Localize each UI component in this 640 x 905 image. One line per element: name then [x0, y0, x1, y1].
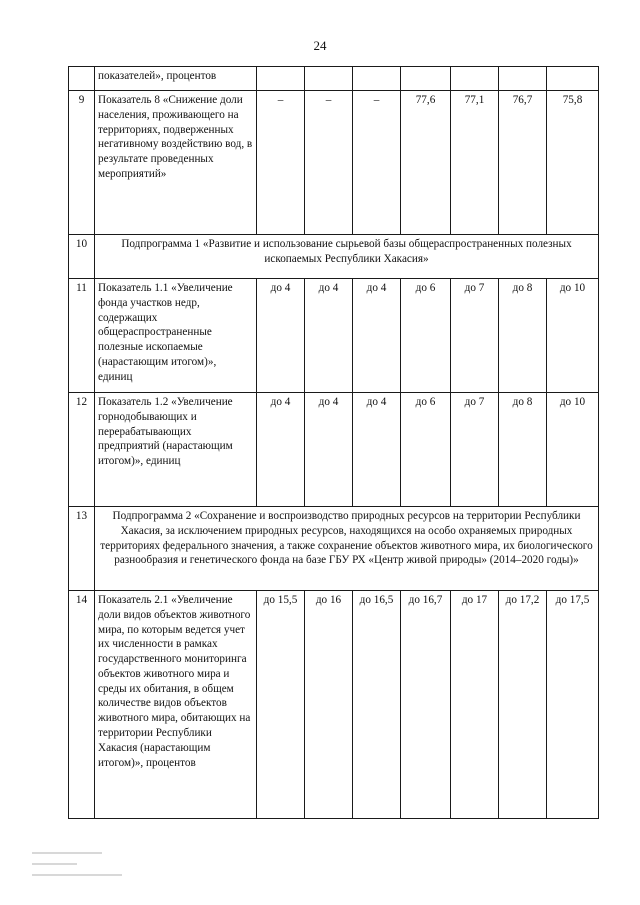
row-number	[69, 67, 95, 91]
row-number: 10	[69, 235, 95, 279]
value-cell: до 4	[257, 279, 305, 393]
value-cell	[305, 67, 353, 91]
value-cell: до 15,5	[257, 591, 305, 819]
value-cell: до 4	[353, 393, 401, 507]
value-cell: до 8	[499, 393, 547, 507]
value-cell	[547, 67, 599, 91]
row-number: 12	[69, 393, 95, 507]
row-number: 13	[69, 507, 95, 591]
subprogram-title: Подпрограмма 2 «Сохранение и воспроизводство природных ресурсов на территории Республики Хакасия, за исключением природных ресурсов, находящихся на особо охраняемых природных территориях федерального значения, а также сохранение объектов животного мира, их биологического разнообразия и генетического фонда на базе ГБУ РХ «Центр живой природы» (2014–2020 годы)»	[95, 507, 599, 591]
subprogram-title: Подпрограмма 1 «Развитие и использование сырьевой базы общераспространенных полезных ископаемых Республики Хакасия»	[95, 235, 599, 279]
value-cell: до 17,2	[499, 591, 547, 819]
indicator-text: Показатель 1.2 «Увеличение горнодобывающих и перерабатывающих предприятий (нарастающим итогом)», единиц	[95, 393, 257, 507]
page-number: 24	[313, 38, 327, 53]
value-cell: –	[305, 91, 353, 235]
value-cell: до 4	[257, 393, 305, 507]
row-number: 11	[69, 279, 95, 393]
row-number: 9	[69, 91, 95, 235]
row-number: 14	[69, 591, 95, 819]
table-row	[69, 279, 599, 393]
value-cell: –	[353, 91, 401, 235]
value-cell: до 10	[547, 279, 599, 393]
scan-artifact	[32, 852, 152, 892]
value-cell: до 17	[451, 591, 499, 819]
indicator-text: Показатель 8 «Снижение доли населения, проживающего на территориях, подверженных негативному воздействию вод, в результате проведенных мероприятий»	[95, 91, 257, 235]
value-cell: до 6	[401, 393, 451, 507]
value-cell: до 10	[547, 393, 599, 507]
value-cell: до 6	[401, 279, 451, 393]
value-cell: до 4	[305, 393, 353, 507]
value-cell	[499, 67, 547, 91]
value-cell: 76,7	[499, 91, 547, 235]
value-cell: 77,1	[451, 91, 499, 235]
table-row	[69, 91, 599, 235]
subprogram-row	[69, 507, 599, 591]
value-cell: до 4	[353, 279, 401, 393]
indicator-text: Показатель 1.1 «Увеличение фонда участков недр, содержащих общераспространенные полезные ископаемые (нарастающим итогом)», единиц	[95, 279, 257, 393]
value-cell: до 8	[499, 279, 547, 393]
indicator-text: Показатель 2.1 «Увеличение доли видов объектов животного мира, по которым ведется учет их численности в рамках государственного мониторинга объектов животного мира и среды их обитания, в общем количестве видов объектов животного мира, обитающих на территории Республики Хакасия (нарастающим итогом)», процентов	[95, 591, 257, 819]
subprogram-row	[69, 235, 599, 279]
value-cell: 77,6	[401, 91, 451, 235]
table-row	[69, 591, 599, 819]
value-cell: до 16	[305, 591, 353, 819]
value-cell	[257, 67, 305, 91]
value-cell: –	[257, 91, 305, 235]
value-cell: до 17,5	[547, 591, 599, 819]
value-cell: до 7	[451, 393, 499, 507]
value-cell	[451, 67, 499, 91]
value-cell	[353, 67, 401, 91]
indicators-table	[68, 66, 599, 819]
value-cell: до 16,5	[353, 591, 401, 819]
table-row	[69, 67, 599, 91]
indicator-text: показателей», процентов	[95, 67, 257, 91]
value-cell: до 4	[305, 279, 353, 393]
value-cell: 75,8	[547, 91, 599, 235]
value-cell: до 16,7	[401, 591, 451, 819]
table-row	[69, 393, 599, 507]
value-cell	[401, 67, 451, 91]
value-cell: до 7	[451, 279, 499, 393]
